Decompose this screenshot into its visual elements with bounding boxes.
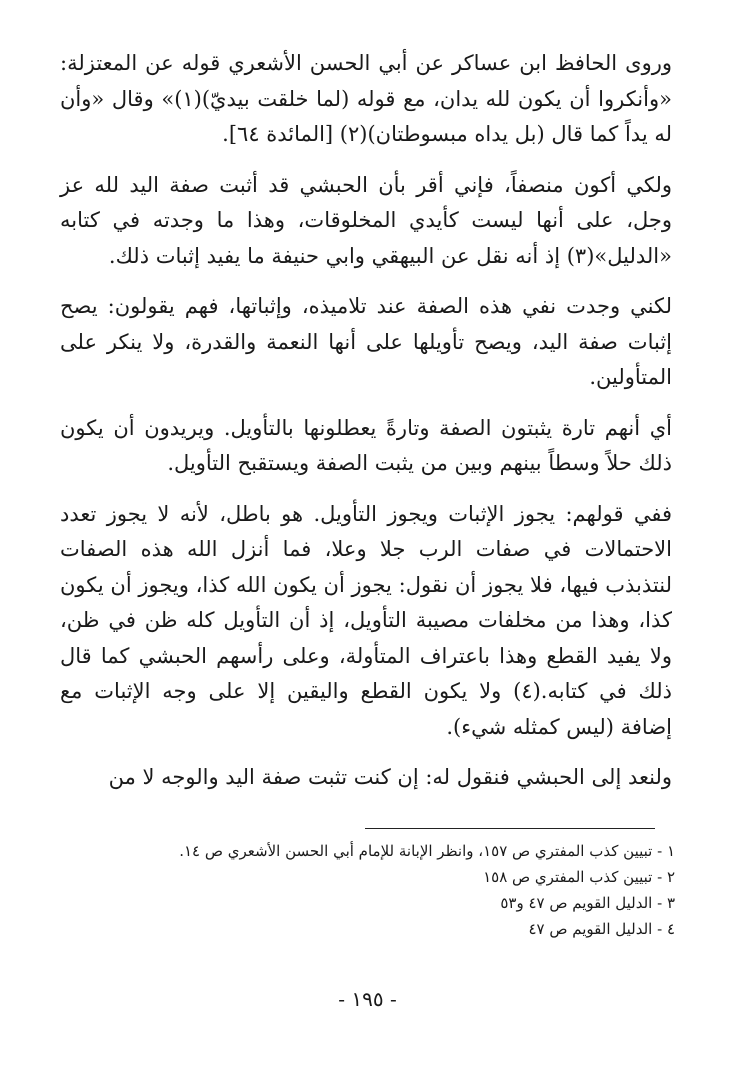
footnote-3: ٣ - الدليل القويم ص ٤٧ و٥٣ <box>500 894 675 912</box>
page-number: - ١٩٥ - <box>338 987 397 1011</box>
footnote-divider <box>365 828 655 829</box>
footnote-1: ١ - تبيين كذب المفتري ص ١٥٧، وانظر الإبانة للإمام أبي الحسن الأشعري ص ١٤. <box>179 842 675 860</box>
paragraph-3: لكني وجدت نفي هذه الصفة عند تلاميذه، وإثباتها، فهم يقولون: يصح إثبات صفة اليد، ويصح تأويلها على أنها النعمة والقدرة، ولا ينكر على المتأولين. <box>60 294 672 389</box>
main-text <box>60 40 672 811</box>
paragraph-5: ففي قولهم: يجوز الإثبات ويجوز التأويل. هو باطل، لأنه لا يجوز تعدد الاحتمالات في صفات الرب جلا وعلا، فما أنزل الله هذه الصفات لنتذبذب فيها، فلا يجوز أن نقول: يجوز أن يكون الله كذا، ويجوز أن يكون كذا، وهذا من مخلفات مصيبة التأويل، إذ أن التأويل كله ظن في ظن، ولا يفيد القطع وهذا باعتراف المتأولة، وعلى رأسهم الحبشي كما قال ذلك في كتابه.(٤) ولا يكون القطع واليقين إلا على وجه الإثبات مع إضافة (ليس كمثله شيء). <box>60 501 672 739</box>
paragraph-4: أي أنهم تارة يثبتون الصفة وتارةً يعطلونها بالتأويل. ويريدون أن يكون ذلك حلاً وسطاً بينهم وبين من يثبت الصفة ويستقبح التأويل. <box>60 415 672 475</box>
paragraph-2: ولكي أكون منصفاً، فإني أقر بأن الحبشي قد أثبت صفة اليد لله عز وجل، على أنها ليست كأيدي المخلوقات، وهذا ما وجدته في كتابه «الدليل»(٣) إذ أنه نقل عن البيهقي وابي حنيفة ما يفيد إثبات ذلك. <box>60 172 672 268</box>
footnotes <box>35 838 675 942</box>
paragraph-1: وروى الحافظ ابن عساكر عن أبي الحسن الأشعري قوله عن المعتزلة: «وأنكروا أن يكون لله يدان، مع قوله (لما خلقت بيديّ)(١)» وقال «وأن له يداً كما قال (بل يداه مبسوطتان)(٢) [المائدة ٦٤]. <box>60 51 672 146</box>
paragraph-6: ولنعد إلى الحبشي فنقول له: إن كنت تثبت صفة اليد والوجه لا من <box>108 765 672 789</box>
footnote-4: ٤ - الدليل القويم ص ٤٧ <box>528 920 675 938</box>
footnote-2: ٢ - تبيين كذب المفتري ص ١٥٨ <box>483 868 675 886</box>
